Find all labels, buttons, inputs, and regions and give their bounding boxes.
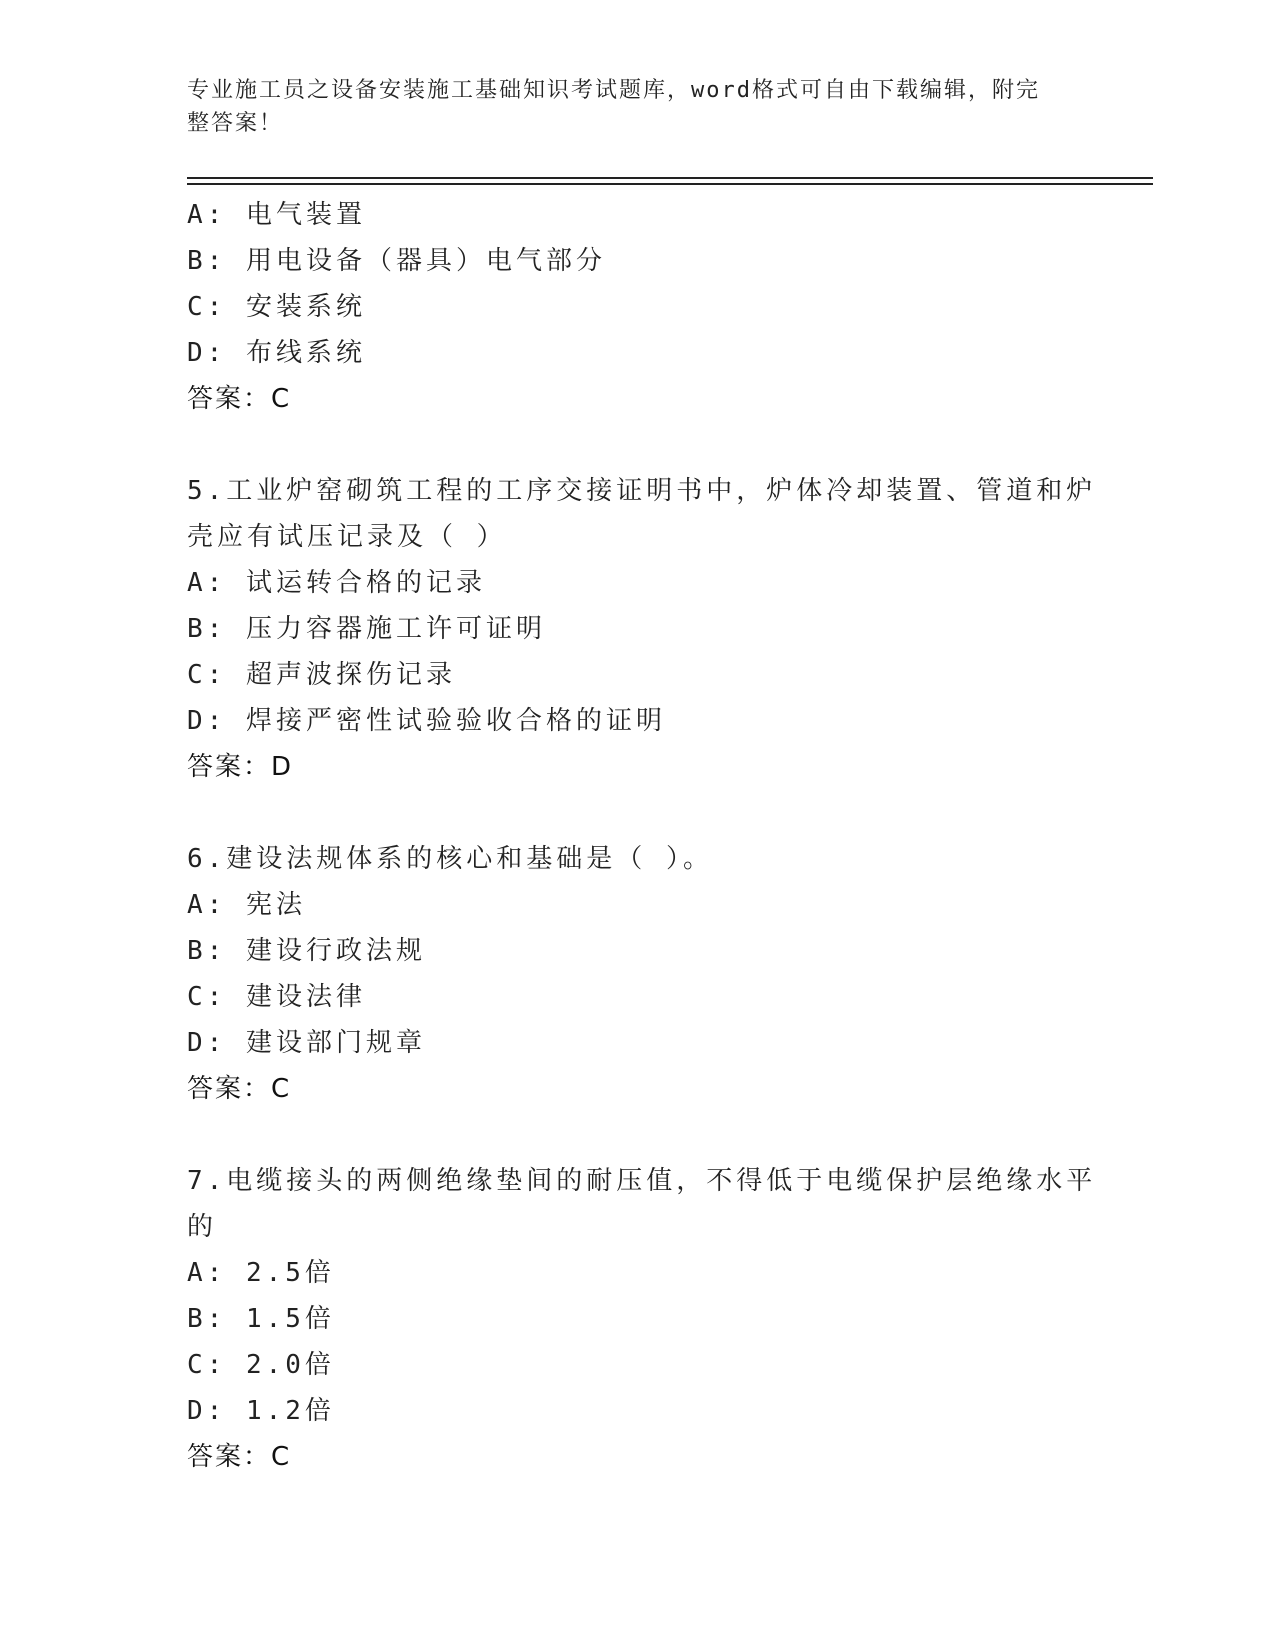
question-stem-line-1: 7.电缆接头的两侧绝缘垫间的耐压值，不得低于电缆保护层绝缘水平 [187,1166,1097,1196]
question-stem-line-2: 壳应有试压记录及（ ） [187,522,507,552]
option-a: A: 试运转合格的记录 [187,568,486,598]
option-b: B: 用电设备（器具）电气部分 [187,246,606,276]
option-a: A: 电气装置 [187,200,366,230]
header-divider-bottom [187,183,1153,185]
option-c: C: 2.0倍 [187,1350,335,1380]
option-b: B: 压力容器施工许可证明 [187,614,546,644]
option-c: C: 安装系统 [187,292,366,322]
option-b: B: 1.5倍 [187,1304,335,1334]
option-c: C: 建设法律 [187,982,366,1012]
option-d: D: 建设部门规章 [187,1028,426,1058]
question-7 [187,1158,1097,1480]
question-stem-line-1: 6.建设法规体系的核心和基础是（ ）。 [187,844,713,874]
question-stem-line-2: 的 [187,1212,218,1242]
option-d: D: 布线系统 [187,338,366,368]
option-d: D: 焊接严密性试验验收合格的证明 [187,706,666,736]
answer-line: 答案：D [187,752,294,782]
spacer [187,422,1087,468]
spacer [187,1112,1087,1158]
option-a: A: 2.5倍 [187,1258,335,1288]
answer-line: 答案：C [187,1074,292,1104]
answer-line: 答案：C [187,1442,292,1472]
option-c: C: 超声波探伤记录 [187,660,456,690]
header-title-line-2: 整答案！ [187,111,284,136]
header-title-line-1: 专业施工员之设备安装施工基础知识考试题库，word格式可自由下载编辑，附完 [187,78,1040,103]
option-b: B: 建设行政法规 [187,936,426,966]
question-stem-line-1: 5.工业炉窑砌筑工程的工序交接证明书中，炉体冷却装置、管道和炉 [187,476,1097,506]
question-list [187,192,1097,1480]
question-6 [187,836,1087,1112]
question-4 [187,192,1087,422]
option-d: D: 1.2倍 [187,1396,335,1426]
spacer [187,790,1087,836]
header-divider-top [187,177,1153,179]
document-header [187,74,1087,140]
question-5 [187,468,1097,790]
option-a: A: 宪法 [187,890,306,920]
answer-line: 答案：C [187,384,292,414]
